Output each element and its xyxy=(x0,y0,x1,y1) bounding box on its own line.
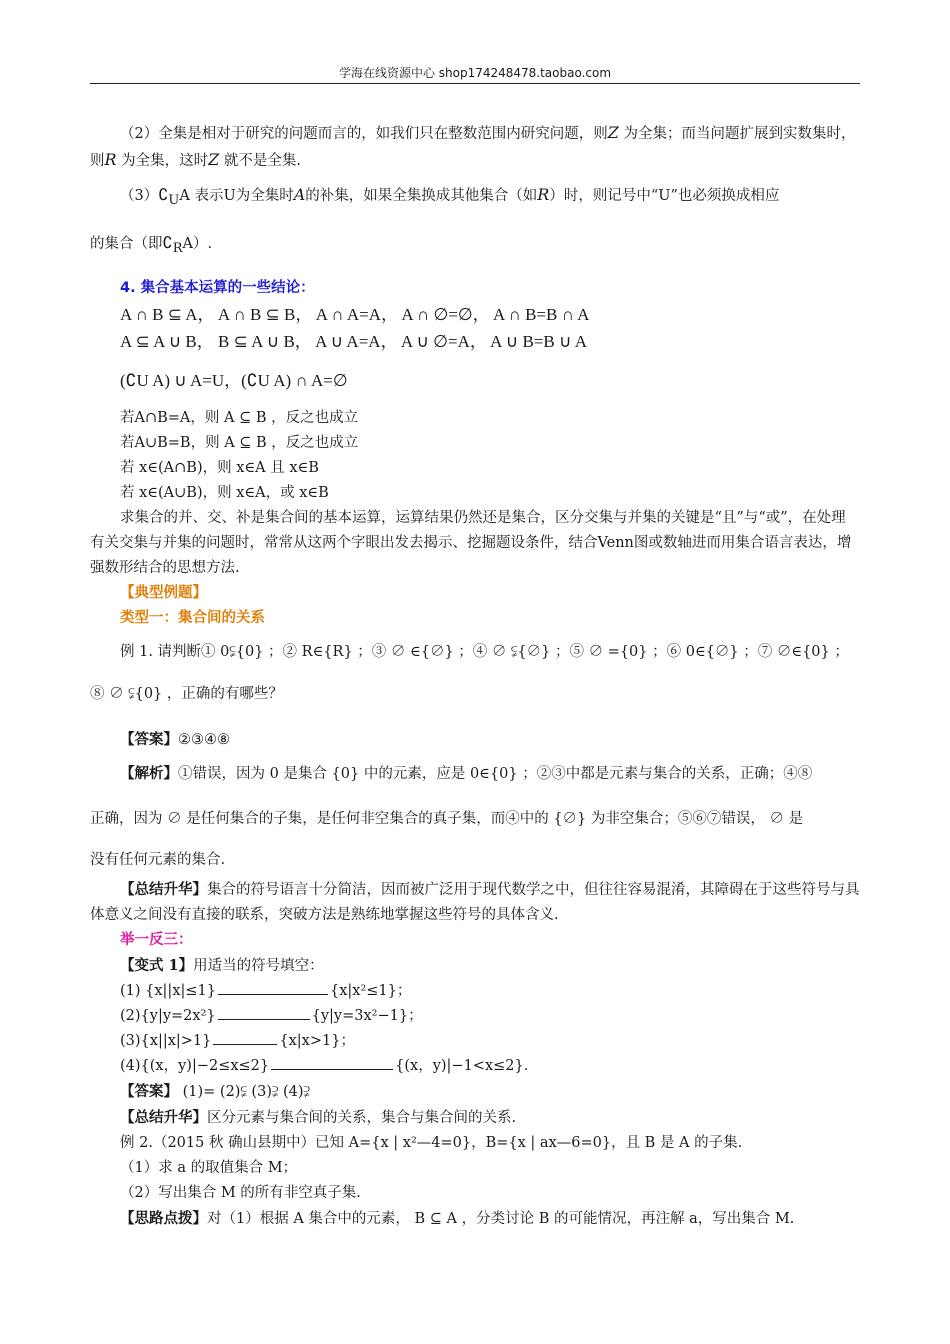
note-3-text-c: 的补集，如果全集换成其他集合（如 xyxy=(305,188,538,204)
note-3-text-f: ）. xyxy=(192,235,213,252)
answer-1 xyxy=(90,727,860,753)
hint-label: 【思路点拨】 xyxy=(120,1209,207,1227)
analysis-1-cont: 正确，因为 ∅ 是任何集合的子集，是任何非空集合的真子集，而④中的 {∅} 为非空集合；⑤⑥⑦错误， ∅ 是 xyxy=(90,810,804,827)
example-1: 例 1. 请判断① 0⫋{0} ；② R∈{R} ；③ ∅ ∈{∅} ；④ ∅ ⫋{∅} ；⑤ ∅ ={0} ；⑥ 0∈{∅} ；⑦ ∅∈{0} ； xyxy=(120,643,849,660)
typical-examples-label: 【典型例题】 xyxy=(120,584,207,601)
variant-4-right: {(x，y)|−1<x≤2}. xyxy=(395,1057,529,1074)
variant-item-1 xyxy=(90,979,860,1004)
note-2 xyxy=(90,120,860,174)
summary-label: 【总结升华】 xyxy=(120,880,207,898)
analysis-text-1: ①错误，因为 0 是集合 {0} 中的元素，应是 0∈{0} ；②③中都是元素与集合的关系，正确；④⑧ xyxy=(178,765,813,782)
summary-2-text: 区分元素与集合间的关系，集合与集合间的关系. xyxy=(207,1109,517,1126)
variant-item-3 xyxy=(90,1029,860,1054)
note-3-cont xyxy=(90,228,860,264)
answer-label: 【答案】 xyxy=(120,730,178,748)
variant-2-right: {y|y=3x²−1}； xyxy=(311,1007,423,1024)
analysis-1-end: 没有任何元素的集合. xyxy=(90,851,226,868)
header-divider xyxy=(90,83,860,84)
summary-1 xyxy=(90,877,860,928)
variant-item-2 xyxy=(90,1004,860,1029)
variant-1-left: (1) {x||x|≤1} xyxy=(120,982,216,999)
examples-heading xyxy=(90,581,860,606)
summary-2 xyxy=(90,1105,860,1131)
note-2-text-d: 就不是全集. xyxy=(223,153,301,169)
answer-blank-2[interactable] xyxy=(218,1005,310,1020)
set-r-2: R xyxy=(537,185,550,204)
note-3-text-e: 的集合（即 xyxy=(90,235,163,252)
analysis-1 xyxy=(90,753,860,795)
note-3-text-d: ）时，则记号中“U”也必须换成相应 xyxy=(549,188,780,204)
answer-2-label: 【答案】 xyxy=(120,1082,178,1100)
summary-text: 集合的符号语言十分简洁，因而被广泛用于现代数学之中，但往往容易混淆，其障碍在于这些符号与具体意义之间没有直接的联系，突破方法是熟练地掌握这些符号的具体含义. xyxy=(90,881,860,923)
set-a: A xyxy=(293,185,306,204)
answer-2 xyxy=(90,1079,860,1105)
formula-line-2: A ⊆ A ∪ B， B ⊆ A ∪ B， A ∪ A=A， A ∪ ∅=A， A ∪ B=B ∪ A xyxy=(120,331,587,351)
answer-2-value: (1)= (2)⫋ (3)⫌ (4)⫌ xyxy=(178,1083,310,1100)
complement-subscript-r: R xyxy=(172,240,183,256)
set-z-2: Z xyxy=(208,150,220,169)
variant-text: 用适当的符号填空： xyxy=(193,957,324,974)
practice-heading xyxy=(90,928,860,953)
variant-3-right: {x|x>1}； xyxy=(279,1032,355,1049)
example-1-cont: ⑧ ∅ ⫋{0} ，正确的有哪些？ xyxy=(90,685,283,702)
example-2: 例 2.（2015 秋 确山县期中）已知 A={x | x²—4=0}，B={x | ax—6=0}，且 B 是 A 的子集. xyxy=(120,1134,743,1151)
answer-blank-1[interactable] xyxy=(218,980,328,995)
variant-item-4 xyxy=(90,1054,860,1079)
complement-symbol: ∁ xyxy=(158,185,169,204)
section-4-summary: 求集合的并、交、补是集合间的基本运算，运算结果仍然还是集合，区分交集与并集的关键是“且”与“或”，在处理有关交集与并集的问题时，常常从这两个字眼出发去揭示、挖掘题设条件，结合Venn图或数轴进而用集合语言表达，增强数形结合的思想方法. xyxy=(90,509,852,576)
hint-2 xyxy=(90,1206,860,1232)
practice-label: 举一反三： xyxy=(120,931,193,948)
variant-1-right: {x|x²≤1}； xyxy=(330,982,412,999)
type-1-heading xyxy=(90,606,860,631)
rule-1: 若A∩B=A，则 A ⊆ B ，反之也成立 xyxy=(120,409,359,426)
example-2-q2: （2）写出集合 M 的所有非空真子集. xyxy=(120,1184,361,1201)
rule-4: 若 x∈(A∪B)，则 x∈A，或 x∈B xyxy=(120,484,329,501)
note-3-text-b: 表示U为全集时 xyxy=(194,188,294,204)
page-header: 学海在线资源中心 shop174248478.taobao.com xyxy=(338,66,612,80)
note-2-text-a: （2）全集是相对于研究的问题而言的，如我们只在整数范围内研究问题，则 xyxy=(120,126,608,142)
answer-blank-3[interactable] xyxy=(213,1030,277,1045)
set-z: Z xyxy=(607,123,619,142)
variant-label: 【变式 1】 xyxy=(120,956,194,974)
hint-text: 对（1）根据 A 集合中的元素， B ⊆ A ，分类讨论 B 的可能情况，再注解 a，写出集合 M. xyxy=(207,1210,795,1227)
rule-2: 若A∪B=B，则 A ⊆ B ，反之也成立 xyxy=(120,434,359,451)
variant-3-left: (3){x||x|>1} xyxy=(120,1032,212,1049)
formula-line-1: A ∩ B ⊆ A， A ∩ B ⊆ B， A ∩ A=A， A ∩ ∅=∅， A ∩ B=B ∩ A xyxy=(120,304,590,324)
summary-2-label: 【总结升华】 xyxy=(120,1108,207,1126)
complement-operand-r: A xyxy=(182,235,193,252)
example-2-q1: （1）求 a 的取值集合 M； xyxy=(120,1159,298,1176)
note-3-text-a: （3） xyxy=(120,188,159,204)
variant-1 xyxy=(90,953,860,979)
note-2-text-b: 为全集；而当问题扩展到实数集时，则 xyxy=(90,126,856,169)
set-r: R xyxy=(104,150,117,169)
variant-4-left: (4){(x，y)|−2≤x≤2} xyxy=(120,1057,270,1074)
section-4-title xyxy=(90,276,860,301)
type-1-label: 类型一：集合间的关系 xyxy=(120,609,265,626)
rule-3: 若 x∈(A∩B)，则 x∈A 且 x∈B xyxy=(120,459,319,476)
complement-symbol-r: ∁ xyxy=(162,232,173,252)
note-3 xyxy=(90,180,860,216)
answer-blank-4[interactable] xyxy=(271,1055,393,1070)
section-4-heading: 4. 集合基本运算的一些结论： xyxy=(120,279,315,296)
complement-subscript: U xyxy=(168,192,180,208)
analysis-label: 【解析】 xyxy=(120,764,178,782)
formula-line-3: (∁U A) ∪ A=U，(∁U A) ∩ A=∅ xyxy=(120,370,348,390)
complement-operand: A xyxy=(179,188,190,204)
variant-2-left: (2){y|y=2x²} xyxy=(120,1007,216,1024)
document-body xyxy=(90,120,860,1232)
answer-value: ②③④⑧ xyxy=(178,731,230,748)
note-2-text-c: 为全集，这时 xyxy=(121,153,209,169)
